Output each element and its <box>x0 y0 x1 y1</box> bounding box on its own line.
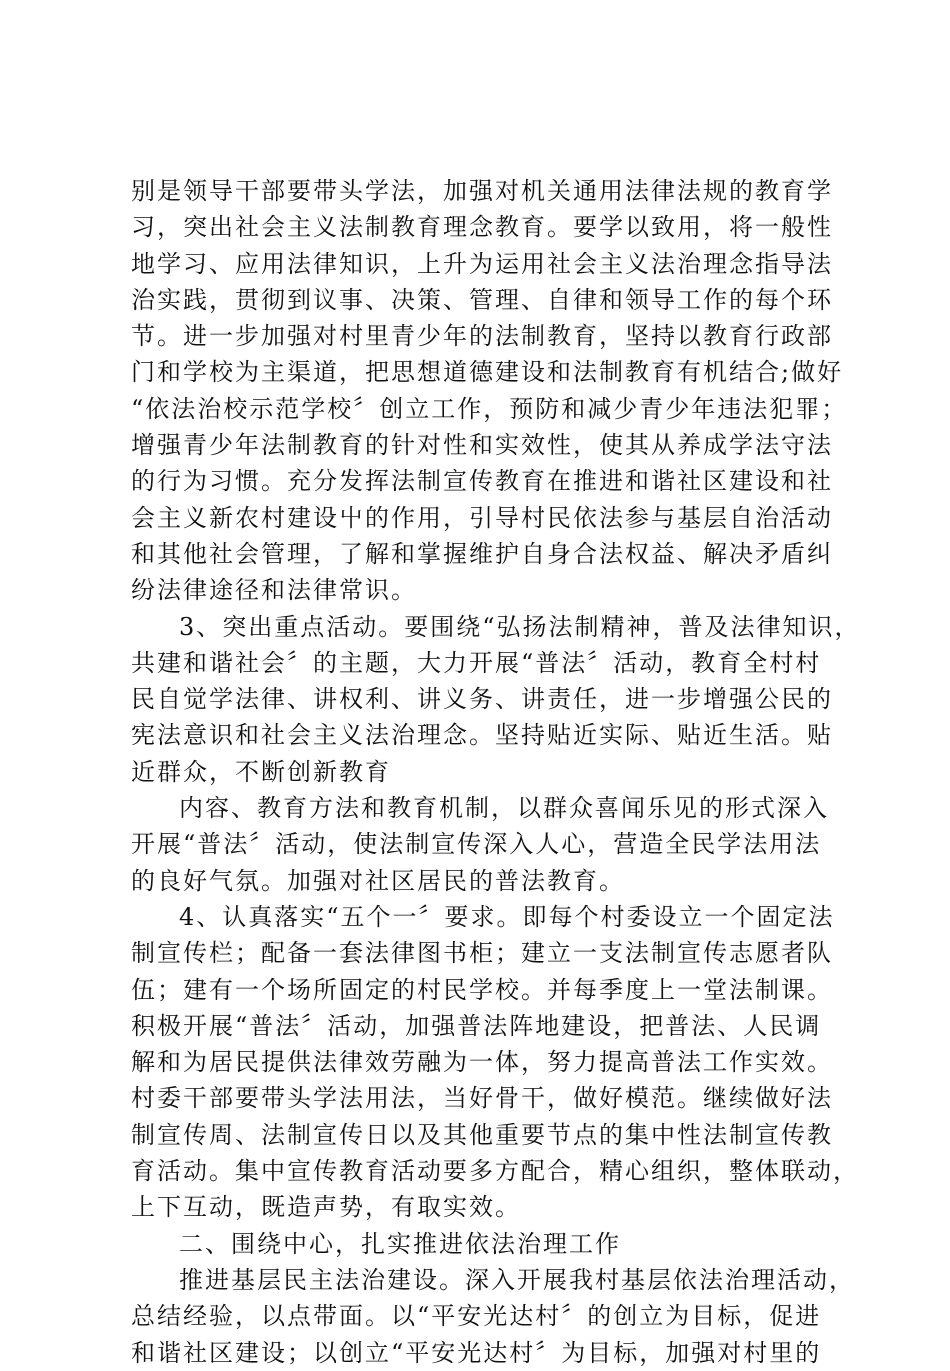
text-line: 推进基层民主法治建设。深入开展我村基层依法治理活动， <box>179 1265 855 1294</box>
text-line: 习，突出社会主义法制教育理念教育。要学以致用，将一般性 <box>131 213 833 242</box>
text-line: 共建和谐社会〞的主题，大力开展“普法〞活动，教育全村村 <box>131 648 822 677</box>
text-line: 纷法律途径和法律常识。 <box>131 576 417 605</box>
text-line: 增强青少年法制教育的针对性和实效性，使其从养成学法守法 <box>131 431 833 460</box>
text-line: 门和学校为主渠道，把思想道德建设和法制教育有机结合;做好 <box>131 358 844 387</box>
text-line: 节。进一步加强对村里青少年的法制教育，坚持以教育行政部 <box>131 322 833 351</box>
text-line: 和谐社区建设；以创立“平安光达村〞为目标，加强对村里的 <box>131 1338 822 1367</box>
text-line: 的行为习惯。充分发挥法制宣传教育在推进和谐社区建设和社 <box>131 467 833 496</box>
text-line: 会主义新农村建设屮的作用，引导村民依法参与基层自治活动 <box>131 503 833 532</box>
text-line: “依法治校示范学校〞创立工作，预防和减少青少年违法犯罪； <box>131 394 848 423</box>
document-body <box>131 173 861 1371</box>
text-line: 别是领导干部要带头学法，加强对机关通用法律法规的教育学 <box>131 177 833 205</box>
text-line: 解和为居民提供法律效劳融为一体，努力提高普法工作实效。 <box>131 1048 833 1077</box>
text-line: 育活动。集中宣传教育活动要多方配合，精心组织，整体联动， <box>131 1157 859 1186</box>
text-line: 地学习、应用法律知识，上升为运用社会主义法治理念指导法 <box>131 249 833 278</box>
text-line: 3、突出重点活动。要围绕“弘扬法制精神，普及法律知识， <box>179 612 861 641</box>
text-line: 的良好气氛。加强对社区居民的普法教育。 <box>131 866 625 895</box>
text-line: 二、围绕中心，扎实推进依法治理工作 <box>179 1229 621 1258</box>
text-line: 近群众，不断创新教育 <box>131 757 391 786</box>
text-line: 总结经验，以点带面。以“平安光达村〞的创立为目标，促进 <box>131 1302 822 1331</box>
text-line: 制宣传周、法制宣传日以及其他重要节点的集中性法制宣传教 <box>131 1120 833 1149</box>
text-line: 内容、教育方法和教育机制，以群众喜闻乐见的形式深入 <box>179 794 829 823</box>
text-line: 上下互动，既造声势，有取实效。 <box>131 1193 521 1222</box>
text-line: 和其他社会管理，了解和掌握维护自身合法权益、解决矛盾纠 <box>131 539 833 568</box>
text-line: 民自觉学法律、讲权利、讲义务、讲责任，进一步增强公民的 <box>131 685 833 714</box>
text-line: 开展“普法〞活动，使法制宣传深入人心，营造全民学法用法 <box>131 830 822 859</box>
text-line: 治实践，贯彻到议事、决策、管理、自律和领导工作的每个环 <box>131 285 833 314</box>
text-line: 制宣传栏；配备一套法律图书柜；建立一支法制宣传志愿者队 <box>131 939 833 968</box>
text-line: 积极开展“普法〞活动，加强普法阵地建设，把普法、人民调 <box>131 1011 822 1040</box>
text-line: 4、认真落实“五个一〞要求。即每个村委设立一个固定法 <box>179 902 835 931</box>
text-line: 村委干部要带头学法用法，当好骨干，做好模范。继续做好法 <box>131 1084 833 1113</box>
text-line: 宪法意识和社会主义法治理念。坚持贴近实际、贴近生活。贴 <box>131 721 833 750</box>
text-line: 伍；建有一个场所固定的村民学校。并每季度上一堂法制课。 <box>131 975 833 1004</box>
